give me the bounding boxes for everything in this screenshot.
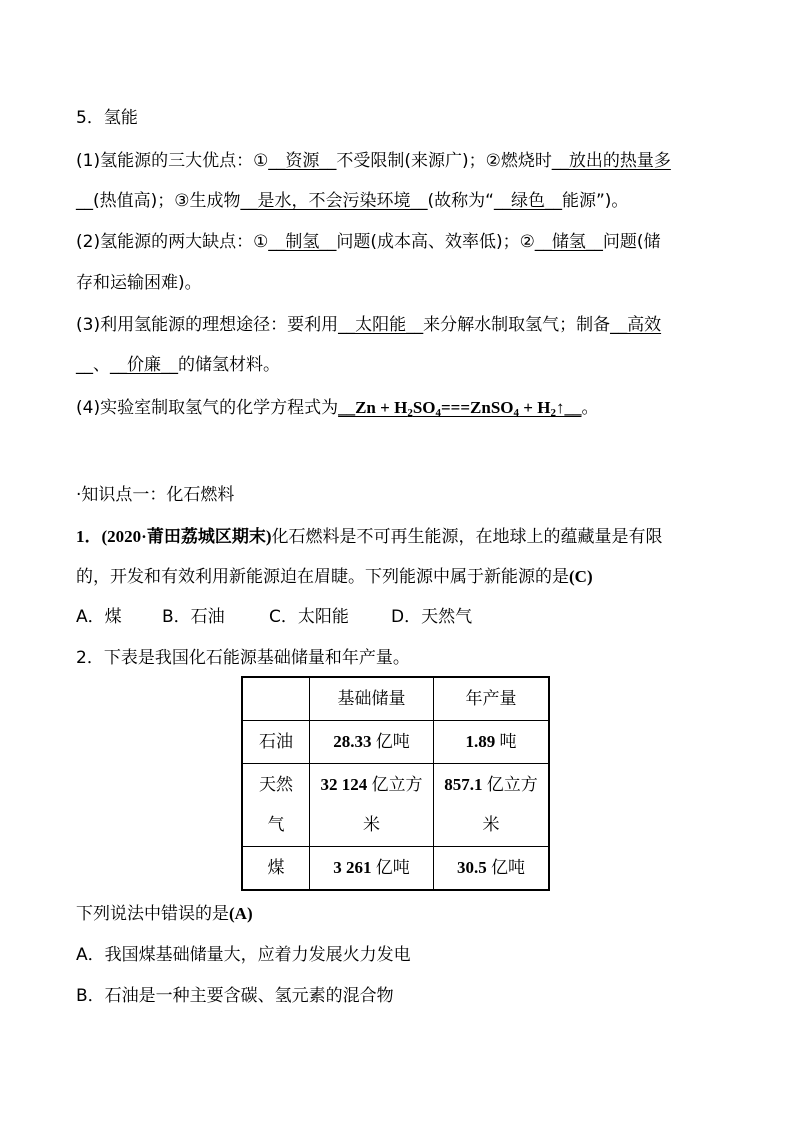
output-unit: 吨 [499, 732, 517, 752]
eq-part: ↑__ [555, 398, 582, 417]
table-header-row [242, 677, 549, 721]
reserve-unit: 亿吨 [375, 858, 410, 878]
answer-blank: __价廉__ [110, 355, 178, 375]
text: 的储氢材料。 [178, 355, 280, 375]
question-2-option-b: B．石油是一种主要含碳、氢元素的混合物 [76, 986, 394, 1006]
table-header-cell: 基础储量 [310, 677, 434, 721]
output-unit: 亿吨 [491, 858, 525, 878]
question-1-line-1 [76, 525, 663, 549]
chemical-equation [338, 398, 581, 417]
equation-line [76, 396, 598, 420]
reserve-cell [310, 764, 434, 847]
hydrogen-path-line-2 [76, 353, 280, 377]
reserve-unit: 亿立方米 [363, 775, 423, 835]
knowledge-point-heading: ·知识点一：化石燃料 [76, 485, 235, 505]
reserve-value: 28.33 [333, 732, 376, 751]
hydrogen-path-line [76, 313, 661, 337]
answer-blank: __制氢__ [268, 232, 337, 252]
answer-blank: __绿色__ [493, 191, 562, 211]
text: 化石燃料是不可再生能源，在地球上的蕴藏量是有限 [271, 527, 663, 547]
eq-subscript: 2 [407, 407, 413, 419]
text: 的，开发和有效利用新能源迫在眉睫。下列能源中属于新能源的是 [76, 567, 569, 587]
answer-blank: __是水，不会污染环境__ [240, 191, 428, 211]
output-value: 857.1 [444, 775, 487, 794]
output-wrap [437, 765, 545, 845]
text: 问题(成本高、效率低)；② [336, 232, 535, 252]
option-a: A．煤 [76, 607, 122, 627]
answer-blank: __ [76, 191, 93, 211]
text: 能源”)。 [561, 191, 629, 211]
answer: (A) [229, 904, 253, 923]
text: 问题(储 [602, 232, 661, 252]
row-name: 石油 [242, 721, 310, 764]
text: (2)氢能源的两大缺点：① [76, 232, 269, 252]
table-header-cell: 年产量 [434, 677, 550, 721]
text: (3)利用氢能源的理想途径：要利用 [76, 315, 339, 335]
row-name-text: 天然气 [259, 775, 293, 835]
section-heading: 5．氢能 [76, 108, 138, 128]
reserve-wrap [314, 765, 429, 845]
eq-part: __Zn + H [338, 398, 408, 417]
hydrogen-advantages-line [76, 149, 671, 173]
option-d: D．天然气 [391, 607, 473, 627]
table-row [242, 847, 549, 891]
eq-part: + H [519, 398, 551, 417]
text: 不受限制(来源广)；②燃烧时 [336, 151, 552, 171]
reserve-cell [310, 721, 434, 764]
row-name: 煤 [242, 847, 310, 891]
question-1-line-2 [76, 565, 593, 589]
answer-blank: __太阳能__ [338, 315, 424, 335]
question-2-prompt [76, 902, 253, 926]
eq-subscript: 2 [550, 407, 556, 419]
answer: (C) [569, 567, 593, 586]
output-value: 1.89 [465, 732, 500, 751]
text: 2．下表是我国化石能源基础储量和年产量。 [76, 648, 410, 668]
text: (4)实验室制取氢气的化学方程式为 [76, 398, 339, 418]
output-cell [434, 764, 550, 847]
reserve-cell [310, 847, 434, 891]
output-unit: 亿立方米 [482, 775, 538, 835]
table-header-cell [242, 677, 310, 721]
text: 。 [581, 398, 599, 418]
output-cell [434, 847, 550, 891]
text: 来分解水制取氢气；制备 [423, 315, 611, 335]
reserve-value: 3 261 [333, 858, 376, 877]
text: (故称为“ [427, 191, 494, 211]
answer-blank: __ [76, 355, 93, 375]
row-name [242, 764, 310, 847]
output-cell [434, 721, 550, 764]
text: (1)氢能源的三大优点：① [76, 151, 269, 171]
table-row [242, 764, 549, 847]
answer-blank: __放出的热量多 [551, 151, 671, 171]
answer-blank: __储氢__ [534, 232, 603, 252]
text: 下列说法中错误的是 [76, 904, 229, 924]
option-c: C．太阳能 [269, 607, 349, 627]
text: (热值高)；③生成物 [93, 191, 241, 211]
question-1-options [76, 605, 472, 629]
option-b: B．石油 [162, 607, 225, 627]
question-2-option-a: A．我国煤基础储量大，应着力发展火力发电 [76, 945, 411, 965]
hydrogen-advantages-line-2 [76, 189, 628, 213]
reserve-unit: 亿吨 [375, 732, 410, 752]
fossil-energy-table [241, 676, 550, 891]
text: 、 [93, 355, 110, 375]
text: 存和运输困难)。 [76, 273, 202, 293]
answer-blank: __高效 [610, 315, 662, 335]
eq-subscript: 4 [435, 407, 441, 419]
eq-part: ===ZnSO [441, 398, 514, 417]
hydrogen-disadvantages-line-2 [76, 271, 202, 295]
question-2-stem [76, 646, 410, 670]
hydrogen-disadvantages-line [76, 230, 660, 254]
eq-part: SO [412, 398, 436, 417]
eq-subscript: 4 [513, 407, 520, 419]
answer-blank: __资源__ [268, 151, 337, 171]
reserve-value: 32 124 [320, 775, 372, 794]
table-row [242, 721, 549, 764]
output-value: 30.5 [457, 858, 491, 877]
question-number: 1．(2020·莆田荔城区期末) [76, 527, 272, 546]
